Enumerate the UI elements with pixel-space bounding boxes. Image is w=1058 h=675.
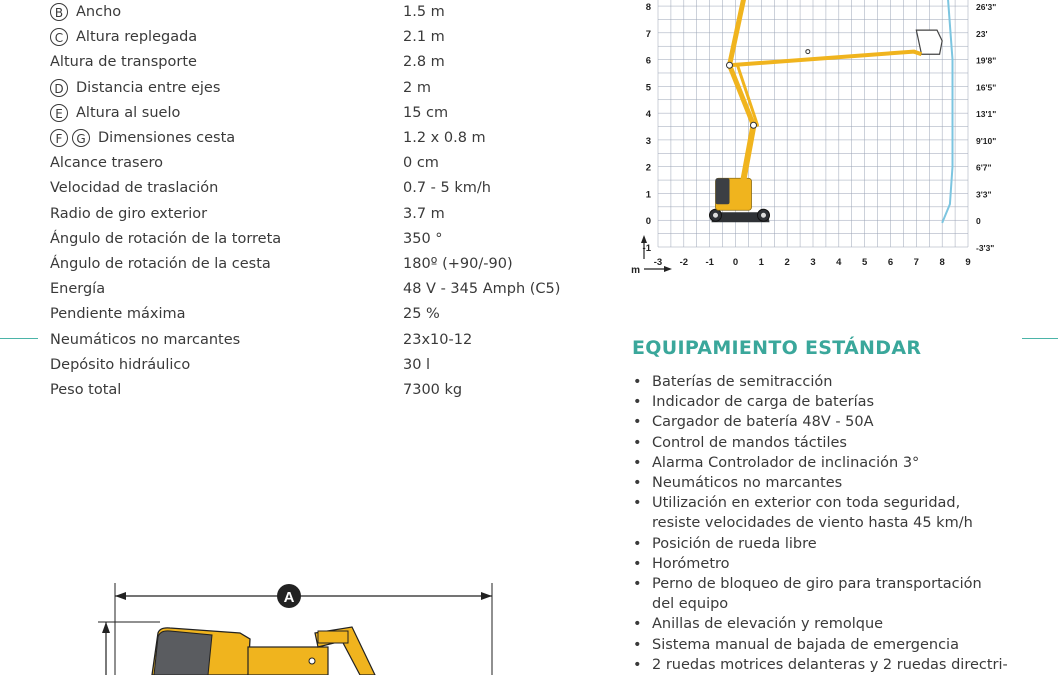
equipment-item: del equipo xyxy=(652,596,729,613)
x-tick-label: 6 xyxy=(887,257,894,268)
x-tick-label: -3 xyxy=(653,257,663,268)
spec-value: 23x10-12 xyxy=(403,331,473,348)
left-divider-line xyxy=(0,338,38,339)
spec-label xyxy=(50,378,121,402)
spec-label xyxy=(50,227,281,251)
y-tick-label-feet: 3'3" xyxy=(976,189,992,200)
dimension-marker-icon: B xyxy=(50,3,68,21)
spec-label-text: Peso total xyxy=(50,382,122,398)
spec-label-text: Velocidad de traslación xyxy=(50,180,219,197)
spec-label-text: Ancho xyxy=(76,4,122,20)
x-tick-label: 9 xyxy=(965,257,971,268)
machine-pivot xyxy=(806,50,810,54)
equipment-item: • Indicador de carga de baterías xyxy=(632,392,1032,412)
spec-label-text: Radio de giro exterior xyxy=(50,205,208,222)
spec-value: 15 cm xyxy=(403,104,449,121)
working-range-chart xyxy=(620,0,1000,290)
y-tick-label: 2 xyxy=(645,162,651,174)
spec-label-text: Neumáticos no marcantes xyxy=(50,331,241,348)
spec-value: 25 % xyxy=(403,306,440,323)
x-tick-label: 0 xyxy=(732,257,739,268)
spec-label xyxy=(50,252,271,276)
arrow-up-icon xyxy=(102,622,110,633)
equipment-item: resiste velocidades de viento hasta 45 km/h xyxy=(652,515,973,532)
spec-label xyxy=(50,76,220,100)
equipment-item: • Horómetro xyxy=(632,554,1032,574)
spec-label xyxy=(50,302,186,326)
x-tick-label: -1 xyxy=(705,257,714,268)
spec-label-text: Ángulo de rotación de la torreta xyxy=(50,230,282,247)
spec-label xyxy=(50,176,218,200)
spec-label xyxy=(50,101,180,125)
x-tick-label: 8 xyxy=(939,257,945,268)
machine-wheel-hub xyxy=(713,213,718,218)
spec-value: 3.7 m xyxy=(403,205,445,222)
equipment-item: • Neumáticos no marcantes xyxy=(632,473,1032,493)
x-tick-label: 3 xyxy=(810,257,816,268)
machine-pivot xyxy=(727,62,733,68)
x-tick-label: 2 xyxy=(784,257,790,268)
x-tick-label: 1 xyxy=(758,257,764,268)
dimension-marker-icon: C xyxy=(50,28,68,46)
y-tick-label: 3 xyxy=(645,135,651,147)
equipment-item: • Sistema manual de bajada de emergencia xyxy=(632,635,1032,655)
spec-value: 2 m xyxy=(403,79,431,96)
dimension-marker-icon: D xyxy=(50,79,68,97)
working-envelope-line xyxy=(942,0,952,223)
y-tick-label-feet: 0 xyxy=(976,216,981,227)
spec-label-text: Altura replegada xyxy=(76,29,198,46)
spec-label xyxy=(50,25,197,49)
spec-label-text: Depósito hidráulico xyxy=(50,356,191,373)
y-tick-label-feet: 9'10" xyxy=(976,135,997,146)
y-tick-label-feet: 26'3" xyxy=(976,2,997,13)
y-tick-label: 1 xyxy=(645,189,651,201)
y-tick-label: -1 xyxy=(642,243,651,254)
machine-turret xyxy=(248,647,328,675)
arrow-right-icon xyxy=(664,266,672,272)
spec-label-text: Ángulo de rotación de la cesta xyxy=(50,256,271,272)
spec-value: 350 ° xyxy=(403,230,443,247)
y-tick-label-feet: -3'3" xyxy=(976,243,995,253)
y-tick-label-feet: 19'8" xyxy=(976,55,997,66)
arrow-up-icon xyxy=(641,235,647,243)
spec-label-text: Alcance trasero xyxy=(50,155,164,172)
equipment-item: • Posición de rueda libre xyxy=(632,534,1032,554)
y-tick-label: 5 xyxy=(645,82,651,94)
y-tick-label: 7 xyxy=(645,28,651,40)
spec-label xyxy=(50,328,240,352)
dimension-drawing xyxy=(90,575,530,675)
y-tick-label: 0 xyxy=(645,216,651,228)
equipment-item: • Control de mandos táctiles xyxy=(632,433,1032,453)
y-tick-label: 8 xyxy=(645,2,651,14)
dimension-marker-icon: E xyxy=(50,104,68,122)
spec-value: 0.7 - 5 km/h xyxy=(403,180,491,197)
dimension-marker-icon: G xyxy=(72,129,90,147)
machine-wheel-hub xyxy=(761,213,766,218)
spec-value: 2.8 m xyxy=(403,54,445,71)
spec-label xyxy=(50,126,235,150)
equipment-item: • Utilización en exterior con toda seguridad, xyxy=(632,493,1032,513)
y-tick-label-feet: 16'5" xyxy=(976,82,997,93)
spec-value: 180º (+90/-90) xyxy=(403,256,513,272)
spec-value: 2.1 m xyxy=(403,29,445,46)
arrow-right-icon xyxy=(481,592,492,600)
spec-value: 30 l xyxy=(403,356,431,373)
x-tick-label: 7 xyxy=(913,257,919,268)
spec-label xyxy=(50,50,197,74)
machine-basket-arm xyxy=(914,52,922,55)
y-tick-label: 6 xyxy=(645,55,651,67)
machine-basket xyxy=(916,30,942,54)
spec-value: 1.5 m xyxy=(403,4,445,20)
spec-label xyxy=(50,202,207,226)
spec-label-text: Energía xyxy=(50,281,106,298)
equipment-item: • Alarma Controlador de inclinación 3° xyxy=(632,453,1032,473)
machine-jib xyxy=(730,52,914,66)
equipment-item: • Perno de bloqueo de giro para transportación xyxy=(632,574,1032,594)
spec-value: 1.2 x 0.8 m xyxy=(403,130,486,146)
machine-arm-link xyxy=(318,631,348,643)
spec-label xyxy=(50,277,105,301)
spec-value: 7300 kg xyxy=(403,382,463,398)
spec-value: 48 V - 345 Amph (C5) xyxy=(403,281,561,298)
equipment-item: • Baterías de semitracción xyxy=(632,372,1032,392)
spec-label-text: Distancia entre ejes xyxy=(76,79,221,96)
arrow-left-icon xyxy=(115,592,126,600)
right-divider-line xyxy=(1022,338,1058,339)
dimension-a-label: A xyxy=(283,589,295,606)
equipment-item: • Cargador de batería 48V - 50A xyxy=(632,412,1032,432)
spec-label xyxy=(50,0,121,24)
x-tick-label: 4 xyxy=(836,257,842,268)
x-tick-label: 5 xyxy=(862,257,868,268)
machine-pivot xyxy=(751,122,757,128)
y-tick-label-feet: 13'1" xyxy=(976,109,997,120)
equipment-title: EQUIPAMIENTO ESTÁNDAR xyxy=(632,337,922,359)
machine-counterweight xyxy=(154,631,212,675)
machine-counterweight xyxy=(716,178,730,204)
equipment-item: • Anillas de elevación y remolque xyxy=(632,614,1032,634)
spec-label xyxy=(50,353,190,377)
spec-label xyxy=(50,151,163,175)
y-tick-label: 4 xyxy=(645,109,651,121)
equipment-item: • 2 ruedas motrices delanteras y 2 ruedas directri- xyxy=(632,655,1032,675)
spec-label-text: Pendiente máxima xyxy=(50,306,186,323)
x-axis-unit-label: m xyxy=(631,265,640,276)
spec-label-text: Dimensiones cesta xyxy=(98,130,236,146)
spec-value: 0 cm xyxy=(403,155,439,172)
spec-label-text: Altura de transporte xyxy=(50,54,197,71)
spec-label-text: Altura al suelo xyxy=(76,104,181,121)
x-tick-label: -2 xyxy=(679,257,689,268)
y-tick-label-feet: 6'7" xyxy=(976,162,992,173)
machine-pivot xyxy=(309,658,315,664)
dimension-marker-icon: F xyxy=(50,129,68,147)
equipment-list xyxy=(632,372,1032,675)
y-tick-label-feet: 23' xyxy=(976,28,988,39)
